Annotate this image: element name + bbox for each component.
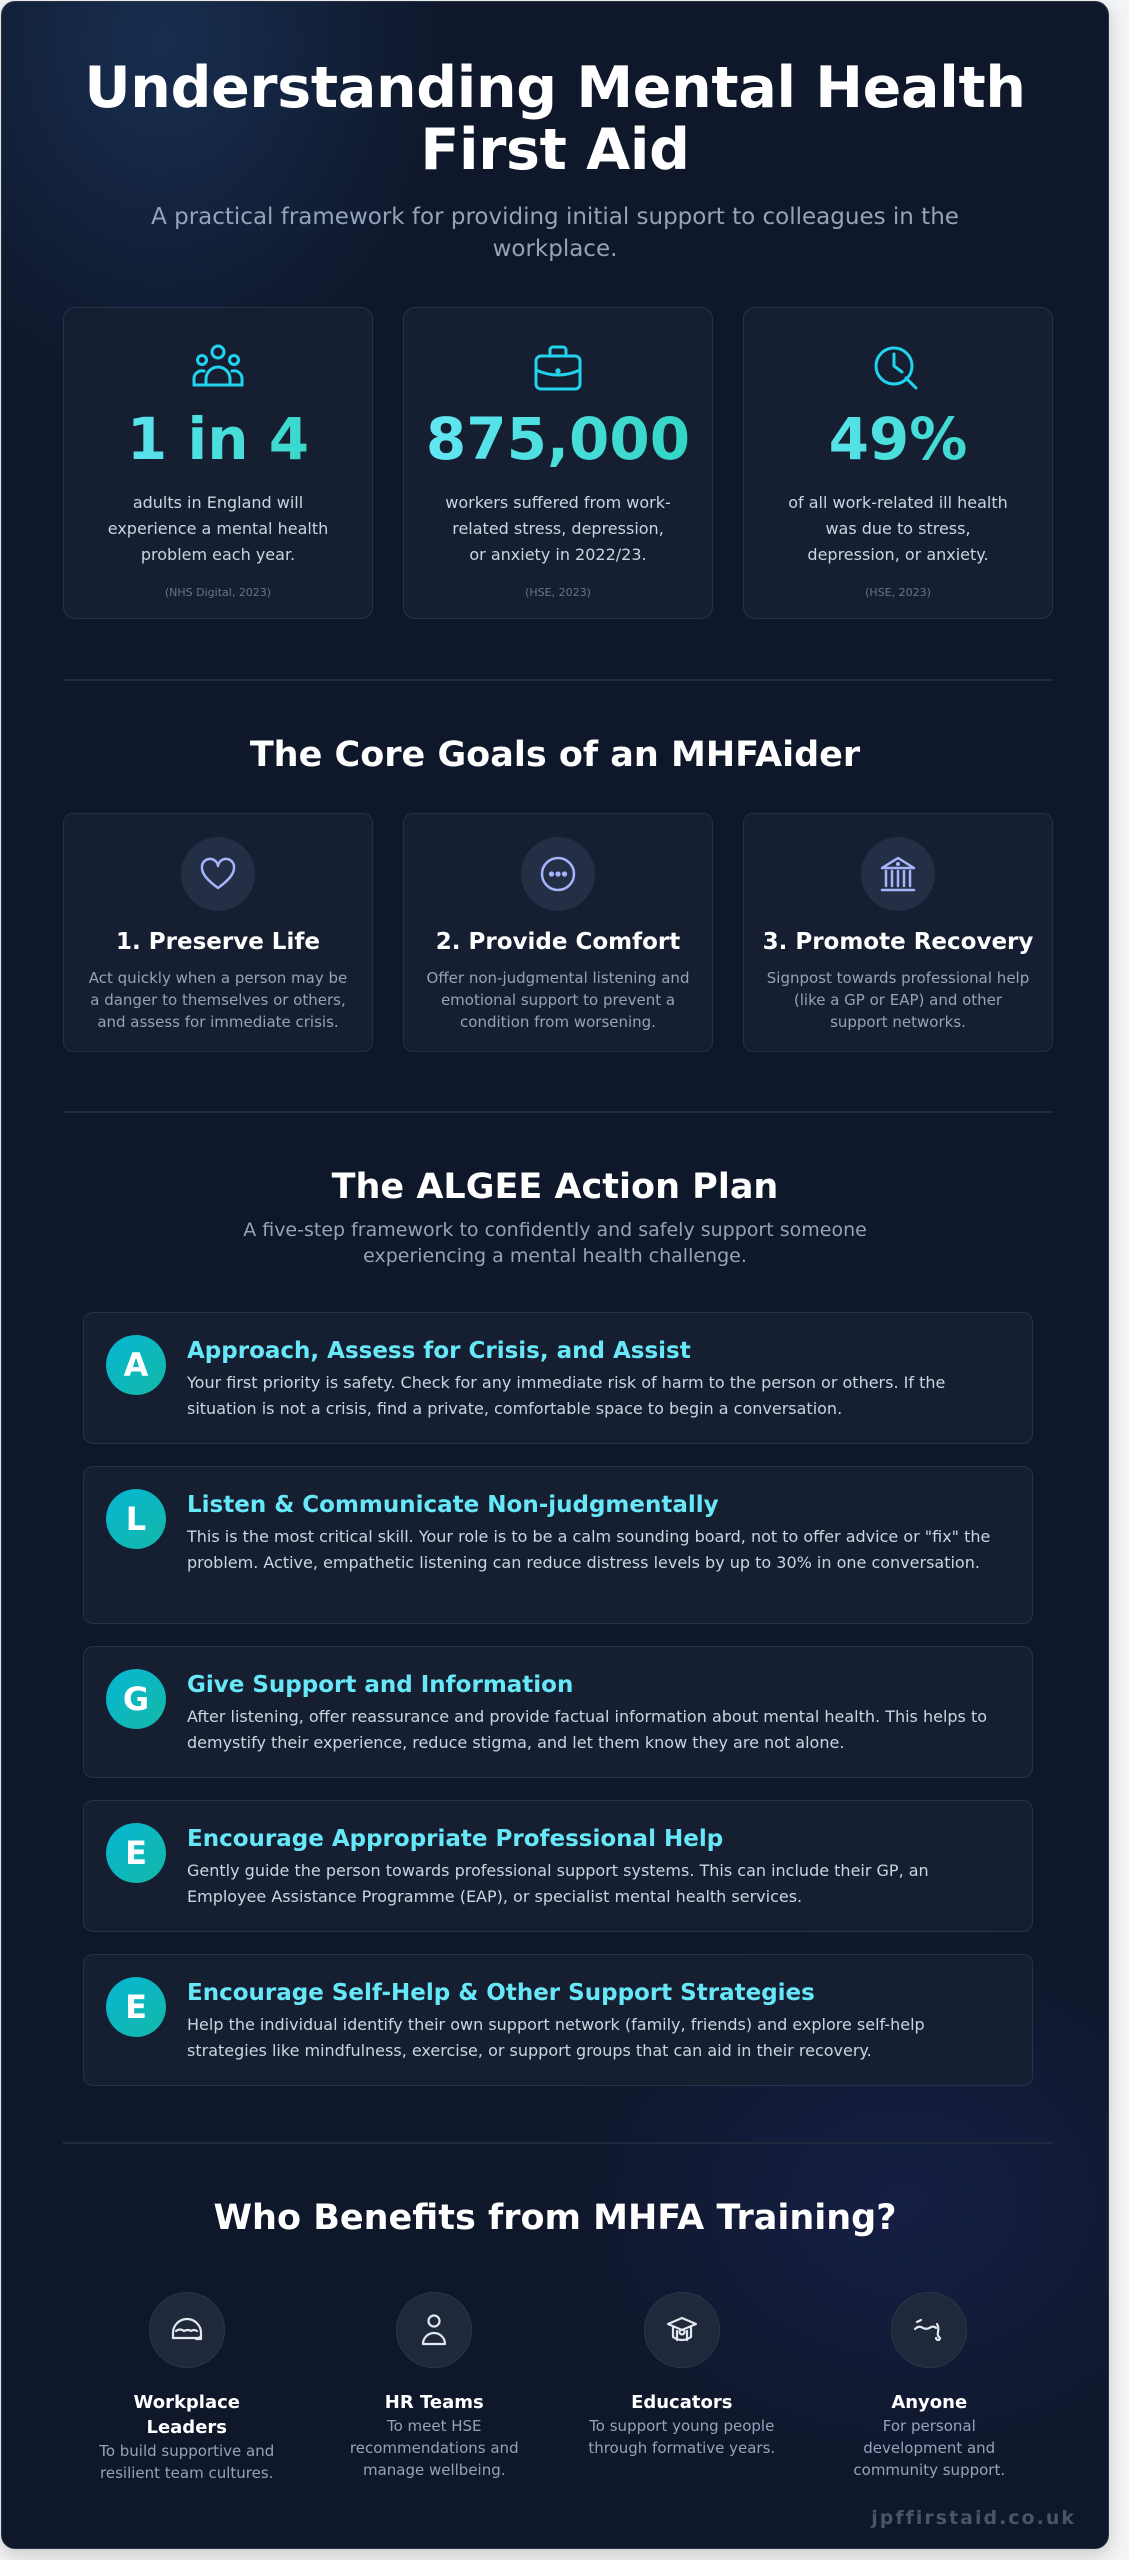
stat-description: adults in England will experience a mental health problem each year. (107, 493, 329, 564)
step-title: Approach, Assess for Crisis, and Assist (187, 1338, 691, 1364)
benefit-item (806, 2292, 1054, 2484)
step-title: Encourage Self-Help & Other Support Strategies (187, 1980, 815, 2006)
algee-steps (83, 1312, 1033, 2108)
stat-card (403, 307, 713, 619)
stat-card (743, 307, 1053, 619)
users-group-icon (64, 344, 372, 394)
goal-card (63, 813, 373, 1052)
goal-title: 2. Provide Comfort (435, 929, 681, 955)
chat-dots-icon (521, 837, 595, 911)
goal-card (403, 813, 713, 1052)
step-letter-badge: L (106, 1489, 166, 1549)
benefit-title: Anyone (891, 2392, 968, 2413)
stat-description: workers suffered from work-related stress, depression, or anxiety in 2022/23. (445, 493, 671, 564)
benefit-title: Educators (631, 2392, 733, 2413)
stats-row (63, 307, 1053, 619)
infographic-page (1, 1, 1109, 2549)
hard-hat-icon (149, 2292, 225, 2368)
goals-title: The Core Goals of an MHFAider (249, 735, 861, 775)
step-title: Encourage Appropriate Professional Help (187, 1826, 724, 1852)
benefit-item (63, 2292, 311, 2484)
goal-description: Act quickly when a person may be a danger to themselves or others, and assess for immediate crisis. (88, 969, 348, 1031)
benefit-description: For personal development and community support. (853, 2417, 1006, 2479)
divider (63, 2142, 1053, 2144)
benefit-description: To support young people through formative years. (588, 2417, 776, 2457)
divider (63, 679, 1053, 681)
graduation-cap-icon (644, 2292, 720, 2368)
step-description: After listening, offer reassurance and provide factual information about mental health. This helps to demystify their experience, reduce stigma, and let them know they are not alone. (187, 1707, 988, 1752)
stat-value: 49% (744, 404, 1052, 474)
goal-card (743, 813, 1053, 1052)
header (2, 57, 1108, 265)
divider (63, 1111, 1053, 1113)
step-letter-badge: G (106, 1669, 166, 1729)
step-letter-badge: E (106, 1977, 166, 2037)
clock-search-icon (744, 344, 1052, 394)
institution-icon (861, 837, 935, 911)
benefit-description: To build supportive and resilient team cultures. (99, 2442, 275, 2482)
algee-step (83, 1466, 1033, 1624)
stat-card (63, 307, 373, 619)
step-title: Give Support and Information (187, 1672, 574, 1698)
stat-source: (HSE, 2023) (525, 586, 591, 599)
benefit-item (558, 2292, 806, 2484)
step-letter-badge: E (106, 1823, 166, 1883)
step-description: Gently guide the person towards professional support systems. This can include their GP, an Employee Assistance Programme (EAP), or specialist mental health services. (187, 1861, 929, 1906)
algee-title: The ALGEE Action Plan (331, 1167, 779, 1207)
page-subtitle: A practical framework for providing initial support to colleagues in the workplace. (151, 204, 959, 262)
algee-step (83, 1954, 1033, 2086)
step-letter-badge: A (106, 1335, 166, 1395)
algee-subtitle: A five-step framework to confidently and safely support someone experiencing a mental health challenge. (243, 1219, 867, 1267)
stat-value: 875,000 (404, 404, 712, 474)
heart-icon (181, 837, 255, 911)
helping-hand-icon (891, 2292, 967, 2368)
step-description: Your first priority is safety. Check for any immediate risk of harm to the person or others. If the situation is not a crisis, find a private, comfortable space to begin a conversation. (187, 1373, 946, 1418)
stat-description: of all work-related ill health was due to stress, depression, or anxiety. (788, 493, 1008, 564)
benefit-description: To meet HSE recommendations and manage wellbeing. (349, 2417, 519, 2479)
page-title: Understanding Mental Health First Aid (84, 55, 1026, 183)
goals-row (63, 813, 1053, 1052)
goal-title: 3. Promote Recovery (762, 929, 1034, 955)
benefits-title: Who Benefits from MHFA Training? (213, 2198, 897, 2238)
step-title: Listen & Communicate Non-judgmentally (187, 1492, 719, 1518)
stat-value: 1 in 4 (64, 404, 372, 474)
benefit-title: Workplace Leaders (133, 2392, 240, 2438)
benefits-row (63, 2292, 1053, 2484)
step-description: This is the most critical skill. Your role is to be a calm sounding board, not to offer advice or "fix" the problem. Active, empathetic listening can reduce distress levels by up to 30% in one conversation. (187, 1527, 991, 1572)
goal-description: Signpost towards professional help (like a GP or EAP) and other support networks. (766, 969, 1030, 1031)
algee-step (83, 1800, 1033, 1932)
step-description: Help the individual identify their own support network (family, friends) and explore self-help strategies like mindfulness, exercise, or support groups that can aid in their recovery. (187, 2015, 925, 2060)
stat-source: (NHS Digital, 2023) (164, 586, 272, 599)
goal-title: 1. Preserve Life (116, 929, 320, 955)
algee-step (83, 1646, 1033, 1778)
benefit-item (311, 2292, 559, 2484)
benefit-title: HR Teams (384, 2392, 484, 2413)
algee-step (83, 1312, 1033, 1444)
person-icon (396, 2292, 472, 2368)
stat-source: (HSE, 2023) (865, 586, 931, 599)
footer-site-link[interactable]: jpffirstaid.co.uk (871, 2507, 1076, 2529)
briefcase-icon (404, 344, 712, 394)
goal-description: Offer non-judgmental listening and emotional support to prevent a condition from worsening. (426, 969, 690, 1031)
